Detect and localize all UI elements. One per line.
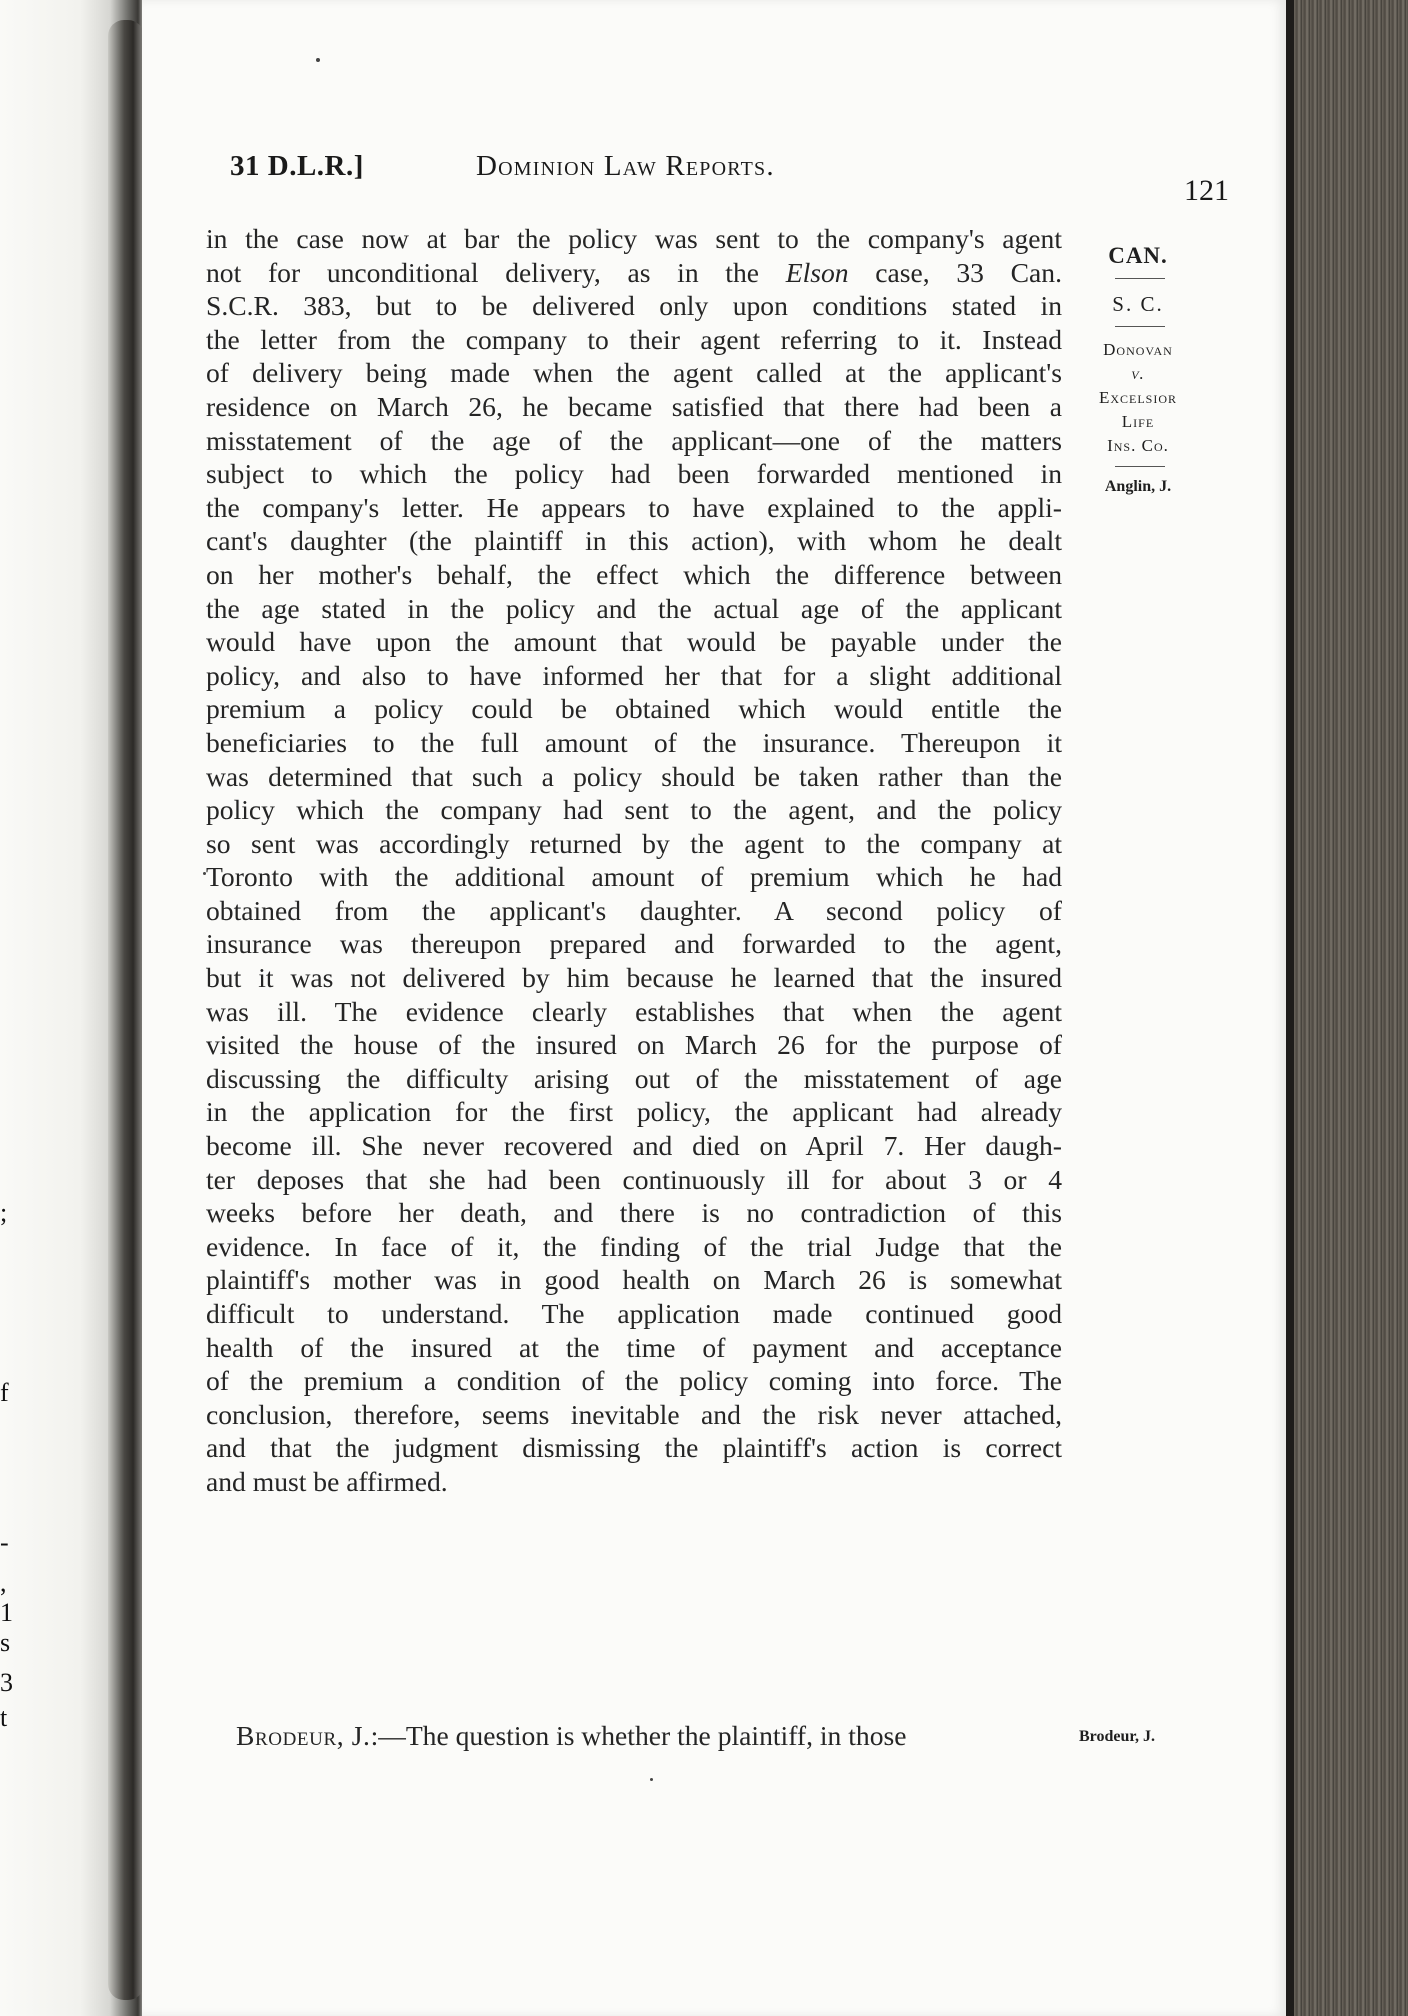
sidenote-case-line: Donovan [1103,340,1173,359]
sidenote-rule [1115,466,1165,467]
text-line: weeks before her death, and there is no contradiction of this [206,1197,1062,1229]
text-line: beneficiaries to the full amount of the insurance. Thereupon it [206,726,1062,758]
sidenote-case-line: v. [1131,364,1145,383]
sidenote-jurisdiction: CAN. [1108,243,1168,268]
text-line: and must be affirmed. [206,1465,448,1497]
margin-character: - [0,1528,9,1557]
text-line: health of the insured at the time of payment and acceptance [206,1331,1062,1363]
text-line: was determined that such a policy should be taken rather than the [206,760,1062,792]
text-line: the letter from the company to their agent referring to it. Instead [206,323,1062,355]
text-line: of the premium a condition of the policy coming into force. The [206,1365,1062,1397]
margin-character: t [0,1703,8,1732]
book-spine-shadow [108,20,144,2000]
text-line: cant's daughter (the plaintiff in this action), with whom he dealt [206,525,1062,557]
text-line: so sent was accordingly returned by the agent to the company at [206,827,1062,859]
text-line: premium a policy could be obtained which would entitle the [206,693,1062,725]
sidenote-judge-brodeur: Brodeur, J. [1078,1728,1155,1745]
running-header-title: Dominion Law Reports. [476,150,775,182]
text-line: policy which the company had sent to the agent, and the policy [206,794,1062,826]
sidenote-case-name [1082,338,1194,458]
running-header-volume: 31 D.L.R.] [230,150,364,182]
sidenote-case-line: Ins. Co. [1107,436,1169,455]
text-line: obtained from the applicant's daughter. A second policy of [206,894,1062,926]
text-line: the company's letter. He appears to have explained to the appli- [206,491,1062,523]
opinion-body-text [206,222,1062,1499]
text-line: ter deposes that she had been continuously ill for about 3 or 4 [206,1163,1062,1195]
page-stack-edge [1286,0,1408,2016]
text-line: difficult to understand. The application made continued good [206,1298,1062,1329]
text-line: policy, and also to have informed her that for a slight additional [206,659,1062,691]
brodeur-opinion-opening [236,1720,1024,1752]
text-line: the age stated in the policy and the actual age of the applicant [206,592,1062,624]
text-line: was ill. The evidence clearly establishes that when the agent [206,995,1062,1027]
text-line: residence on March 26, he became satisfied that there had been a [206,390,1062,422]
sidenote-case-line: Excelsior [1098,388,1178,407]
text-line: become ill. She never recovered and died on April 7. Her daugh- [206,1130,1062,1162]
sidenote-rule [1115,278,1165,279]
text-line: but it was not delivered by him because he learned that the insured [206,962,1062,994]
text-line: in the case now at bar the policy was sent to the company's agent [206,223,1062,254]
text-line: conclusion, therefore, seems inevitable and the risk never attached, [206,1398,1062,1430]
margin-character: 1 [0,1598,13,1627]
sidenote-case-line: Life [1121,412,1155,431]
text-line: would have upon the amount that would be payable under the [206,626,1062,658]
text-line: Toronto with the additional amount of premium which he had [206,861,1062,893]
sidenote-rule [1115,326,1165,327]
previous-page-margin-characters [0,0,40,2016]
text-line: discussing the difficulty arising out of the misstatement of age [206,1062,1062,1094]
text-line: on her mother's behalf, the effect which the difference between [206,558,1062,590]
case-name-italic: Elson [785,256,849,288]
brodeur-opening-text: :—The question is whether the plaintiff, in those [370,1720,907,1751]
text-line: in the application for the first policy, the applicant had already [206,1096,1062,1128]
margin-character: s [0,1628,11,1657]
margin-character: f [0,1378,9,1407]
text-line: S.C.R. 383, but to be delivered only upon conditions stated in [206,290,1062,322]
paper-speck [203,872,206,875]
text-line: not for unconditional delivery, as in the Elson case, 33 Can. [206,256,1062,288]
margin-character: , [0,1568,7,1597]
text-line: plaintiff's mother was in good health on March 26 is somewhat [206,1264,1062,1296]
paper-speck [316,58,320,62]
text-line: subject to which the policy had been forwarded mentioned in [206,458,1062,490]
sidenote-judge-anglin: Anglin, J. [1104,478,1172,495]
text-line: misstatement of the age of the applicant—one of the matters [206,424,1062,456]
page-number: 121 [1184,174,1229,207]
text-line: evidence. In face of it, the finding of the trial Judge that the [206,1230,1062,1262]
text-line: insurance was thereupon prepared and forwarded to the agent, [206,928,1062,960]
text-line: visited the house of the insured on March 26 for the purpose of [206,1029,1062,1061]
judge-name-brodeur: Brodeur, J. [236,1720,371,1751]
text-line: and that the judgment dismissing the plaintiff's action is correct [206,1432,1062,1464]
paper-speck [650,1778,653,1781]
margin-character: ; [0,1198,8,1227]
margin-character: 3 [0,1668,13,1697]
sidenote-court: S. C. [1112,292,1164,316]
text-line: of delivery being made when the agent called at the applicant's [206,357,1062,389]
